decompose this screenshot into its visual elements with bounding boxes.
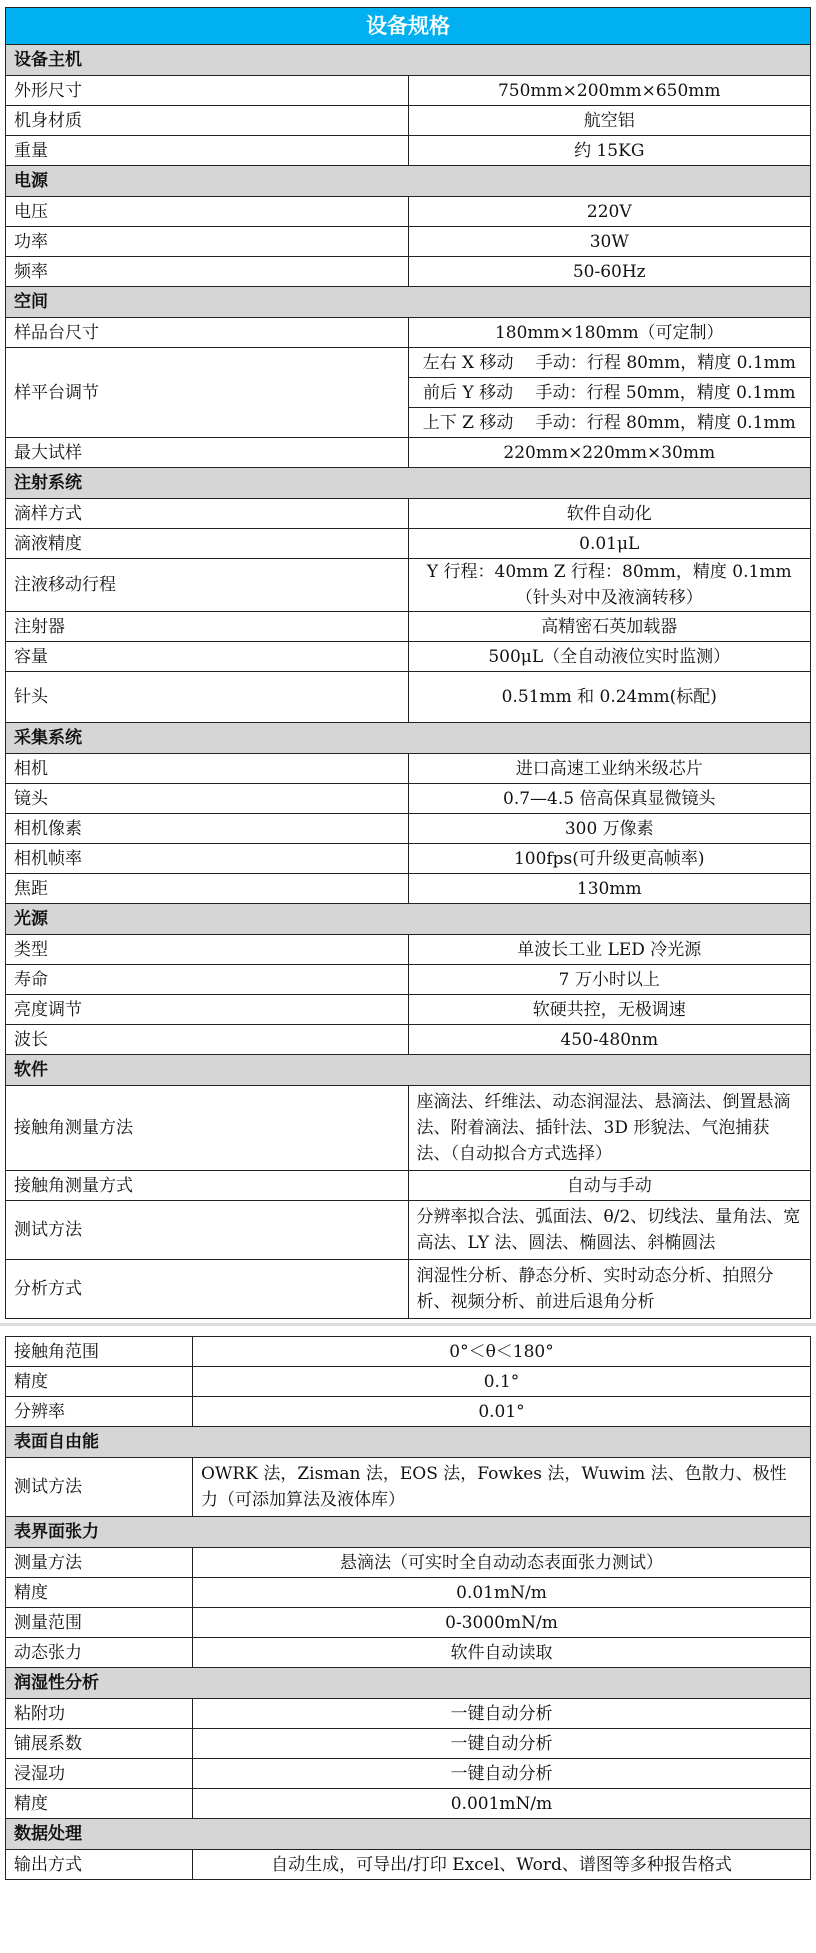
table-row [6,257,811,287]
section-header-row [6,45,811,76]
row-value: 约 15KG [408,136,811,166]
row-value: 0-3000mN/m [193,1608,811,1638]
row-label: 容量 [6,642,409,672]
row-label: 频率 [6,257,409,287]
row-label: 滴液精度 [6,529,409,559]
table-title: 设备规格 [6,8,811,45]
row-value: 0.1° [193,1367,811,1397]
table-row [6,559,811,612]
table-row [6,1729,811,1759]
row-value: 高精密石英加载器 [408,612,811,642]
row-value: 软件自动化 [408,499,811,529]
row-value: 上下 Z 移动 手动：行程 80mm，精度 0.1mm [408,408,811,438]
row-value: 前后 Y 移动 手动：行程 50mm，精度 0.1mm [408,378,811,408]
row-label: 波长 [6,1025,409,1055]
row-value: 自动生成，可导出/打印 Excel、Word、谱图等多种报告格式 [193,1850,811,1880]
row-label: 机身材质 [6,106,409,136]
row-label: 外形尺寸 [6,76,409,106]
section-title: 空间 [6,287,811,318]
table-row [6,1260,811,1319]
section-header-row [6,1055,811,1086]
section-header-row [6,904,811,935]
row-label: 镜头 [6,784,409,814]
table-row [6,499,811,529]
section-title: 数据处理 [6,1819,811,1850]
row-value: 50-60Hz [408,257,811,287]
row-value: 100fps(可升级更高帧率) [408,844,811,874]
row-value: 220mm×220mm×30mm [408,438,811,468]
row-label: 亮度调节 [6,995,409,1025]
row-label: 注射器 [6,612,409,642]
row-value: 220V [408,197,811,227]
table-row [6,1367,811,1397]
row-value: 航空铝 [408,106,811,136]
row-value: 300 万像素 [408,814,811,844]
table-row [6,642,811,672]
row-label: 样品台尺寸 [6,318,409,348]
row-label: 铺展系数 [6,1729,193,1759]
row-value: 180mm×180mm（可定制） [408,318,811,348]
table-row [6,1458,811,1517]
row-label: 类型 [6,935,409,965]
table-row [6,1025,811,1055]
section-header-row [6,287,811,318]
section-header-row [6,1427,811,1458]
row-label: 滴样方式 [6,499,409,529]
table-title-row [6,8,811,45]
row-value: 0.001mN/m [193,1789,811,1819]
row-label: 动态张力 [6,1638,193,1668]
row-value: 500μL（全自动液位实时监测） [408,642,811,672]
row-label: 精度 [6,1367,193,1397]
section-header-row [6,166,811,197]
row-value: Y 行程：40mm Z 行程：80mm，精度 0.1mm（针头对中及液滴转移） [408,559,811,612]
row-label: 精度 [6,1789,193,1819]
row-value: 一键自动分析 [193,1759,811,1789]
row-label: 浸湿功 [6,1759,193,1789]
table-row [6,995,811,1025]
section-header-row [6,723,811,754]
row-value: 0.01° [193,1397,811,1427]
row-label: 粘附功 [6,1699,193,1729]
row-label: 接触角测量方式 [6,1171,409,1201]
section-header-row [6,1517,811,1548]
row-label: 样平台调节 [6,348,409,438]
row-value: 悬滴法（可实时全自动动态表面张力测试） [193,1548,811,1578]
table-row [6,814,811,844]
row-label: 重量 [6,136,409,166]
row-value: 一键自动分析 [193,1699,811,1729]
table-row [6,76,811,106]
row-value: 分辨率拟合法、弧面法、θ/2、切线法、量角法、宽高法、LY 法、圆法、椭圆法、斜椭圆法 [408,1201,811,1260]
table-row [6,965,811,995]
row-value: 座滴法、纤维法、动态润湿法、悬滴法、倒置悬滴法、附着滴法、插针法、3D 形貌法、气泡捕获法、（自动拟合方式选择） [408,1086,811,1171]
table-row [6,529,811,559]
row-label: 分析方式 [6,1260,409,1319]
table-row [6,874,811,904]
table-row [6,1397,811,1427]
section-header-row [6,1819,811,1850]
section-title: 软件 [6,1055,811,1086]
table-row [6,784,811,814]
table-row [6,1638,811,1668]
table-row [6,1171,811,1201]
table-row [6,672,811,723]
section-title: 设备主机 [6,45,811,76]
row-label: 相机像素 [6,814,409,844]
row-label: 相机帧率 [6,844,409,874]
row-label: 针头 [6,672,409,723]
row-value: 左右 X 移动 手动：行程 80mm，精度 0.1mm [408,348,811,378]
row-value: 30W [408,227,811,257]
table-row [6,1789,811,1819]
section-title: 光源 [6,904,811,935]
row-label: 精度 [6,1578,193,1608]
row-value: 450-480nm [408,1025,811,1055]
row-value: 0.7—4.5 倍高保真显微镜头 [408,784,811,814]
table-row [6,438,811,468]
row-value: 单波长工业 LED 冷光源 [408,935,811,965]
table-row [6,1759,811,1789]
table-row [6,1201,811,1260]
table-row [6,106,811,136]
spec-table-1 [5,7,811,1319]
row-value: 0.01μL [408,529,811,559]
table-row [6,1578,811,1608]
section-title: 润湿性分析 [6,1668,811,1699]
row-value: 软件自动读取 [193,1638,811,1668]
row-label: 功率 [6,227,409,257]
row-value: 0.51mm 和 0.24mm(标配) [408,672,811,723]
row-label: 注液移动行程 [6,559,409,612]
row-label: 焦距 [6,874,409,904]
table-row [6,1086,811,1171]
row-label: 最大试样 [6,438,409,468]
section-title: 表面自由能 [6,1427,811,1458]
row-label: 寿命 [6,965,409,995]
section-header-row [6,468,811,499]
table-divider [0,1323,816,1336]
row-value: 软硬共控，无极调速 [408,995,811,1025]
section-title: 采集系统 [6,723,811,754]
table-row [6,348,811,378]
row-label: 测试方法 [6,1201,409,1260]
row-label: 接触角范围 [6,1337,193,1367]
row-value: 750mm×200mm×650mm [408,76,811,106]
table-row [6,1548,811,1578]
spec-table-2 [5,1336,811,1880]
section-title: 电源 [6,166,811,197]
table-row [6,1608,811,1638]
row-label: 测量方法 [6,1548,193,1578]
table-row [6,612,811,642]
section-title: 注射系统 [6,468,811,499]
row-value: 一键自动分析 [193,1729,811,1759]
row-label: 测试方法 [6,1458,193,1517]
section-header-row [6,1668,811,1699]
table-row [6,1850,811,1880]
section-title: 表界面张力 [6,1517,811,1548]
table-row [6,935,811,965]
row-label: 接触角测量方法 [6,1086,409,1171]
row-value: 润湿性分析、静态分析、实时动态分析、拍照分析、视频分析、前进后退角分析 [408,1260,811,1319]
row-value: 0.01mN/m [193,1578,811,1608]
table-row [6,1699,811,1729]
table-row [6,197,811,227]
table-row [6,318,811,348]
table-row [6,844,811,874]
table-row [6,754,811,784]
row-label: 分辨率 [6,1397,193,1427]
row-value: OWRK 法，Zisman 法，EOS 法，Fowkes 法，Wuwim 法、色散力、极性力（可添加算法及液体库） [193,1458,811,1517]
row-value: 130mm [408,874,811,904]
row-value: 进口高速工业纳米级芯片 [408,754,811,784]
row-value: 自动与手动 [408,1171,811,1201]
row-label: 电压 [6,197,409,227]
row-label: 测量范围 [6,1608,193,1638]
table-row [6,227,811,257]
row-label: 输出方式 [6,1850,193,1880]
table-row [6,1337,811,1367]
row-label: 相机 [6,754,409,784]
row-value: 0°＜θ＜180° [193,1337,811,1367]
table-row [6,136,811,166]
row-value: 7 万小时以上 [408,965,811,995]
